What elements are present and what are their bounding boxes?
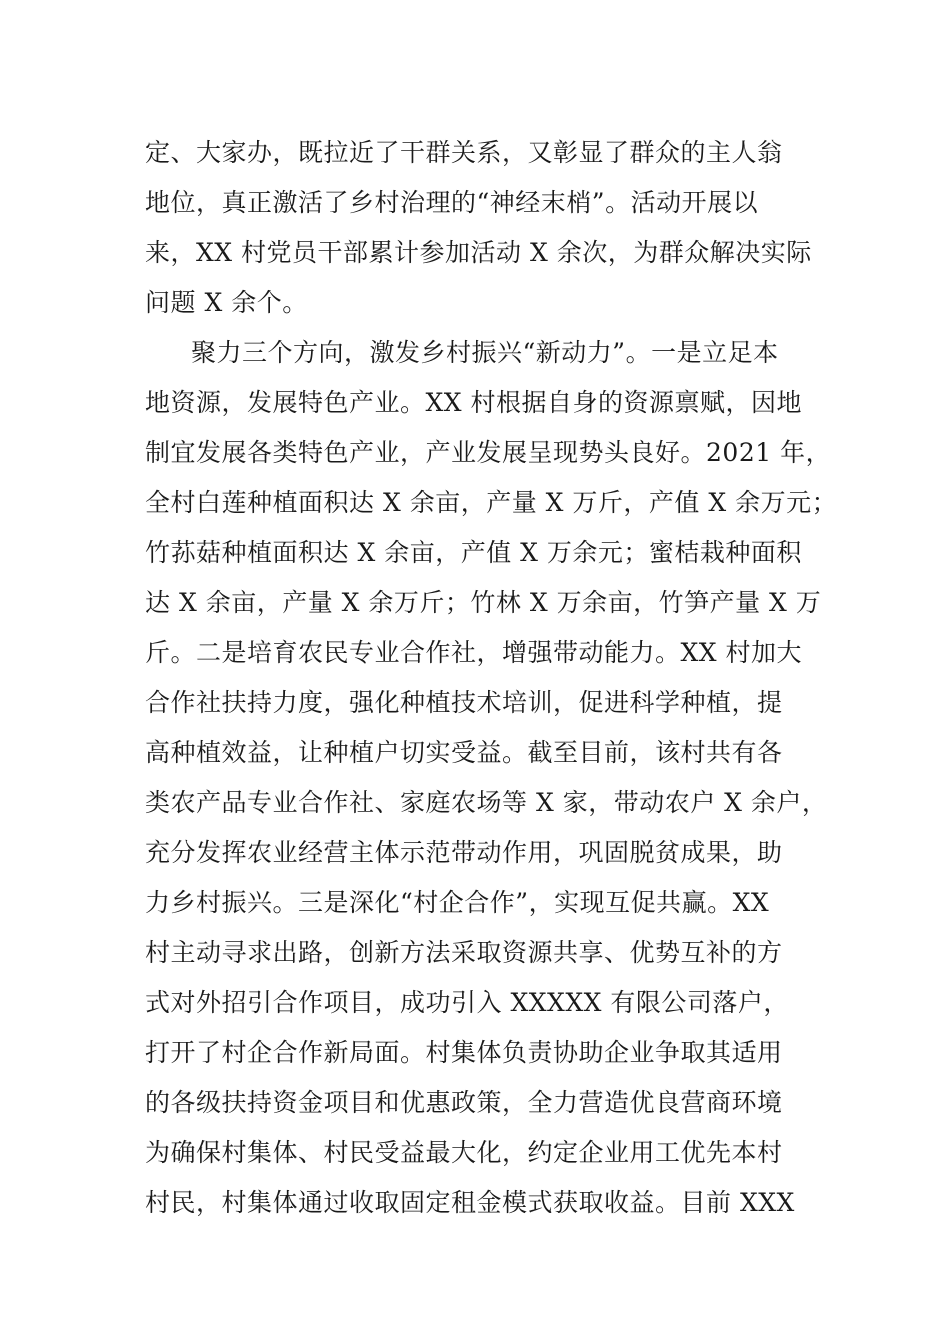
text-line: 村主动寻求出路，创新方法采取资源共享、优势互补的方 [145, 938, 783, 967]
text-line: 地位，真正激活了乡村治理的“神经末梢”。活动开展以 [145, 188, 759, 217]
text-line: 充分发挥农业经营主体示范带动作用，巩固脱贫成果，助 [145, 838, 783, 867]
text-line: 村民，村集体通过收取固定租金模式获取收益。目前 XXX [145, 1188, 795, 1217]
text-line: 问题 X 余个。 [145, 288, 308, 317]
text-line: 全村白莲种植面积达 X 余亩，产量 X 万斤，产值 X 余万元； [145, 488, 838, 517]
text-line: 定、大家办，既拉近了干群关系，又彰显了群众的主人翁 [145, 138, 783, 167]
text-line: 高种植效益，让种植户切实受益。截至目前，该村共有各 [145, 738, 783, 767]
text-line: 的各级扶持资金项目和优惠政策，全力营造优良营商环境 [145, 1088, 783, 1117]
text-line: 打开了村企合作新局面。村集体负责协助企业争取其适用 [145, 1038, 783, 1067]
text-line: 地资源，发展特色产业。XX 村根据自身的资源禀赋，因地 [145, 388, 803, 417]
paragraph-first-line: 聚力三个方向，激发乡村振兴“新动力”。一是立足本 [191, 338, 779, 367]
body-text [145, 128, 838, 1228]
text-line: 为确保村集体、村民受益最大化，约定企业用工优先本村 [145, 1138, 783, 1167]
text-line: 合作社扶持力度，强化种植技术培训，促进科学种植，提 [145, 688, 783, 717]
text-line: 来，XX 村党员干部累计参加活动 X 余次，为群众解决实际 [145, 238, 812, 267]
text-line: 斤。二是培育农民专业合作社，增强带动能力。XX 村加大 [145, 638, 803, 667]
text-line: 达 X 余亩，产量 X 余万斤；竹林 X 万余亩，竹笋产量 X 万 [145, 588, 822, 617]
text-line: 竹荪菇种植面积达 X 余亩，产值 X 万余元；蜜桔栽种面积 [145, 538, 802, 567]
text-line: 类农产品专业合作社、家庭农场等 X 家，带动农户 X 余户， [145, 788, 828, 817]
text-line: 制宜发展各类特色产业，产业发展呈现势头良好。2021 年， [145, 438, 832, 467]
text-line: 式对外招引合作项目，成功引入 XXXXX 有限公司落户， [145, 988, 789, 1017]
text-line: 力乡村振兴。三是深化“村企合作”，实现互促共赢。XX [145, 888, 770, 917]
